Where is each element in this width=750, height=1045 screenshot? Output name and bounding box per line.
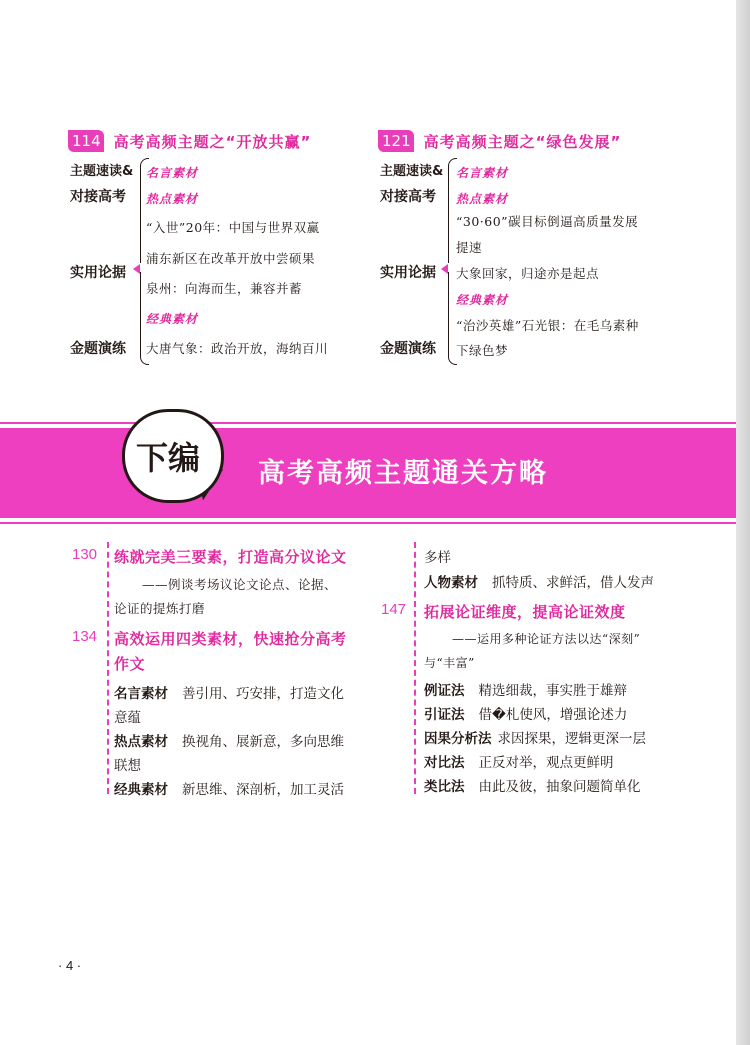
method-row: [424, 703, 627, 723]
entry-page-number: 134: [72, 628, 98, 645]
label-theme-reading: 主题速读&: [380, 164, 444, 179]
pointer-triangle: [441, 264, 448, 274]
label-evidence: 实用论据: [70, 265, 126, 281]
banner-bottom-rule: [0, 522, 736, 524]
entry-subtitle: 与“丰富”: [424, 656, 475, 670]
label-exam-link: 对接高考: [70, 189, 126, 205]
list-item[interactable]: 大唐气象：政治开放，海纳百川: [146, 341, 329, 356]
row-label: 引证法: [424, 707, 465, 723]
label-exam-link: 对接高考: [380, 189, 436, 205]
material-row: [114, 730, 344, 750]
list-item[interactable]: 浦东新区在改革开放中尝硕果: [146, 251, 316, 266]
entry-title[interactable]: 高效运用四类素材，快速抢分高考: [114, 630, 347, 648]
entry-title-cont[interactable]: 作文: [114, 655, 146, 673]
row-label: 例证法: [424, 683, 465, 699]
row-label: 经典素材: [114, 782, 168, 798]
pointer-triangle: [133, 264, 140, 274]
row-label: 类比法: [424, 779, 465, 795]
row-label: 热点素材: [114, 734, 168, 750]
topic-title: 高考高频主题之“开放共赢”: [113, 132, 312, 151]
entry-title[interactable]: 拓展论证维度，提高论证效度: [424, 603, 626, 621]
list-item[interactable]: “治沙英雄”石光银：在毛乌素种: [456, 318, 639, 333]
row-label: 因果分析法: [424, 731, 492, 747]
label-theme-reading: 主题速读&: [70, 164, 134, 179]
continued-text: 多样: [424, 550, 451, 566]
entry-title[interactable]: 练就完美三要素，打造高分议论文: [114, 548, 347, 566]
row-text: 正反对举，观点更鲜明: [478, 755, 614, 771]
list-item[interactable]: 大象回家，归途亦是起点: [456, 266, 600, 281]
entry-page-number: 147: [381, 601, 407, 618]
part-title: 高考高频主题通关方略: [258, 458, 548, 489]
entry-subtitle: ——例谈考场议论文论点、论据、: [142, 577, 338, 592]
material-row: [424, 571, 654, 591]
label-exercises: 金题演练: [70, 341, 126, 357]
row-text: 换视角、展新意，多向思维: [182, 734, 344, 750]
row-text: 由此及彼，抽象问题简单化: [478, 779, 641, 795]
topic-114-header[interactable]: [68, 128, 311, 154]
method-row: [424, 775, 641, 795]
list-item[interactable]: 下绿色梦: [456, 343, 509, 358]
material-row: [114, 682, 344, 702]
list-item[interactable]: “入世”20年：中国与世界双赢: [146, 220, 320, 235]
page-edge-shadow: [736, 0, 750, 1045]
banner-top-rule: [0, 422, 736, 424]
topic-title: 高考高频主题之“绿色发展”: [423, 132, 622, 151]
dashed-divider-left: [107, 542, 109, 794]
row-label: 名言素材: [114, 686, 168, 702]
row-text: 联想: [114, 758, 141, 774]
label-evidence: 实用论据: [380, 265, 436, 281]
topic-number-badge: 114: [68, 130, 104, 152]
method-row: [424, 727, 646, 747]
row-label: 人物素材: [424, 575, 478, 591]
row-text: 新思维、深剖析，加工灵活: [182, 782, 344, 798]
section-classic: 经典素材: [456, 293, 509, 307]
material-row: [114, 754, 141, 774]
entry-subtitle: ——运用多种论证方法以达“深刻”: [452, 632, 641, 646]
material-row: [114, 778, 344, 798]
dashed-divider-right: [414, 542, 416, 794]
method-row: [424, 679, 627, 699]
page-number: · 4 ·: [58, 958, 82, 973]
list-item[interactable]: “30·60”碳目标倒逼高质量发展: [456, 214, 639, 229]
row-text: 借�札使风，增强论述力: [478, 707, 628, 723]
entry-page-number: 130: [72, 546, 98, 563]
section-quotes: 名言素材: [456, 166, 509, 180]
part-label: 下编: [136, 439, 201, 477]
row-text: 抓特质、求鲜活，借人发声: [492, 575, 654, 591]
method-row: [424, 751, 614, 771]
speech-bubble-tail-fill: [197, 468, 222, 493]
section-hot: 热点素材: [456, 192, 509, 206]
topic-number-badge: 121: [378, 130, 414, 152]
label-exercises: 金题演练: [380, 341, 436, 357]
row-label: 对比法: [424, 755, 465, 771]
topic-121-header[interactable]: [378, 128, 621, 154]
row-text: 求因探果，逻辑更深一层: [497, 731, 646, 747]
list-item[interactable]: 泉州：向海而生，兼容并蓄: [146, 281, 303, 296]
section-quotes: 名言素材: [146, 166, 199, 180]
row-text: 意蕴: [114, 710, 141, 726]
section-hot: 热点素材: [146, 192, 199, 206]
section-classic: 经典素材: [146, 312, 199, 326]
entry-subtitle: 论证的提炼打磨: [114, 601, 206, 616]
row-text: 善引用、巧安排，打造文化: [182, 686, 344, 702]
list-item[interactable]: 提速: [456, 240, 483, 255]
material-row: [114, 706, 141, 726]
row-text: 精选细裁，事实胜于雄辩: [478, 683, 627, 699]
